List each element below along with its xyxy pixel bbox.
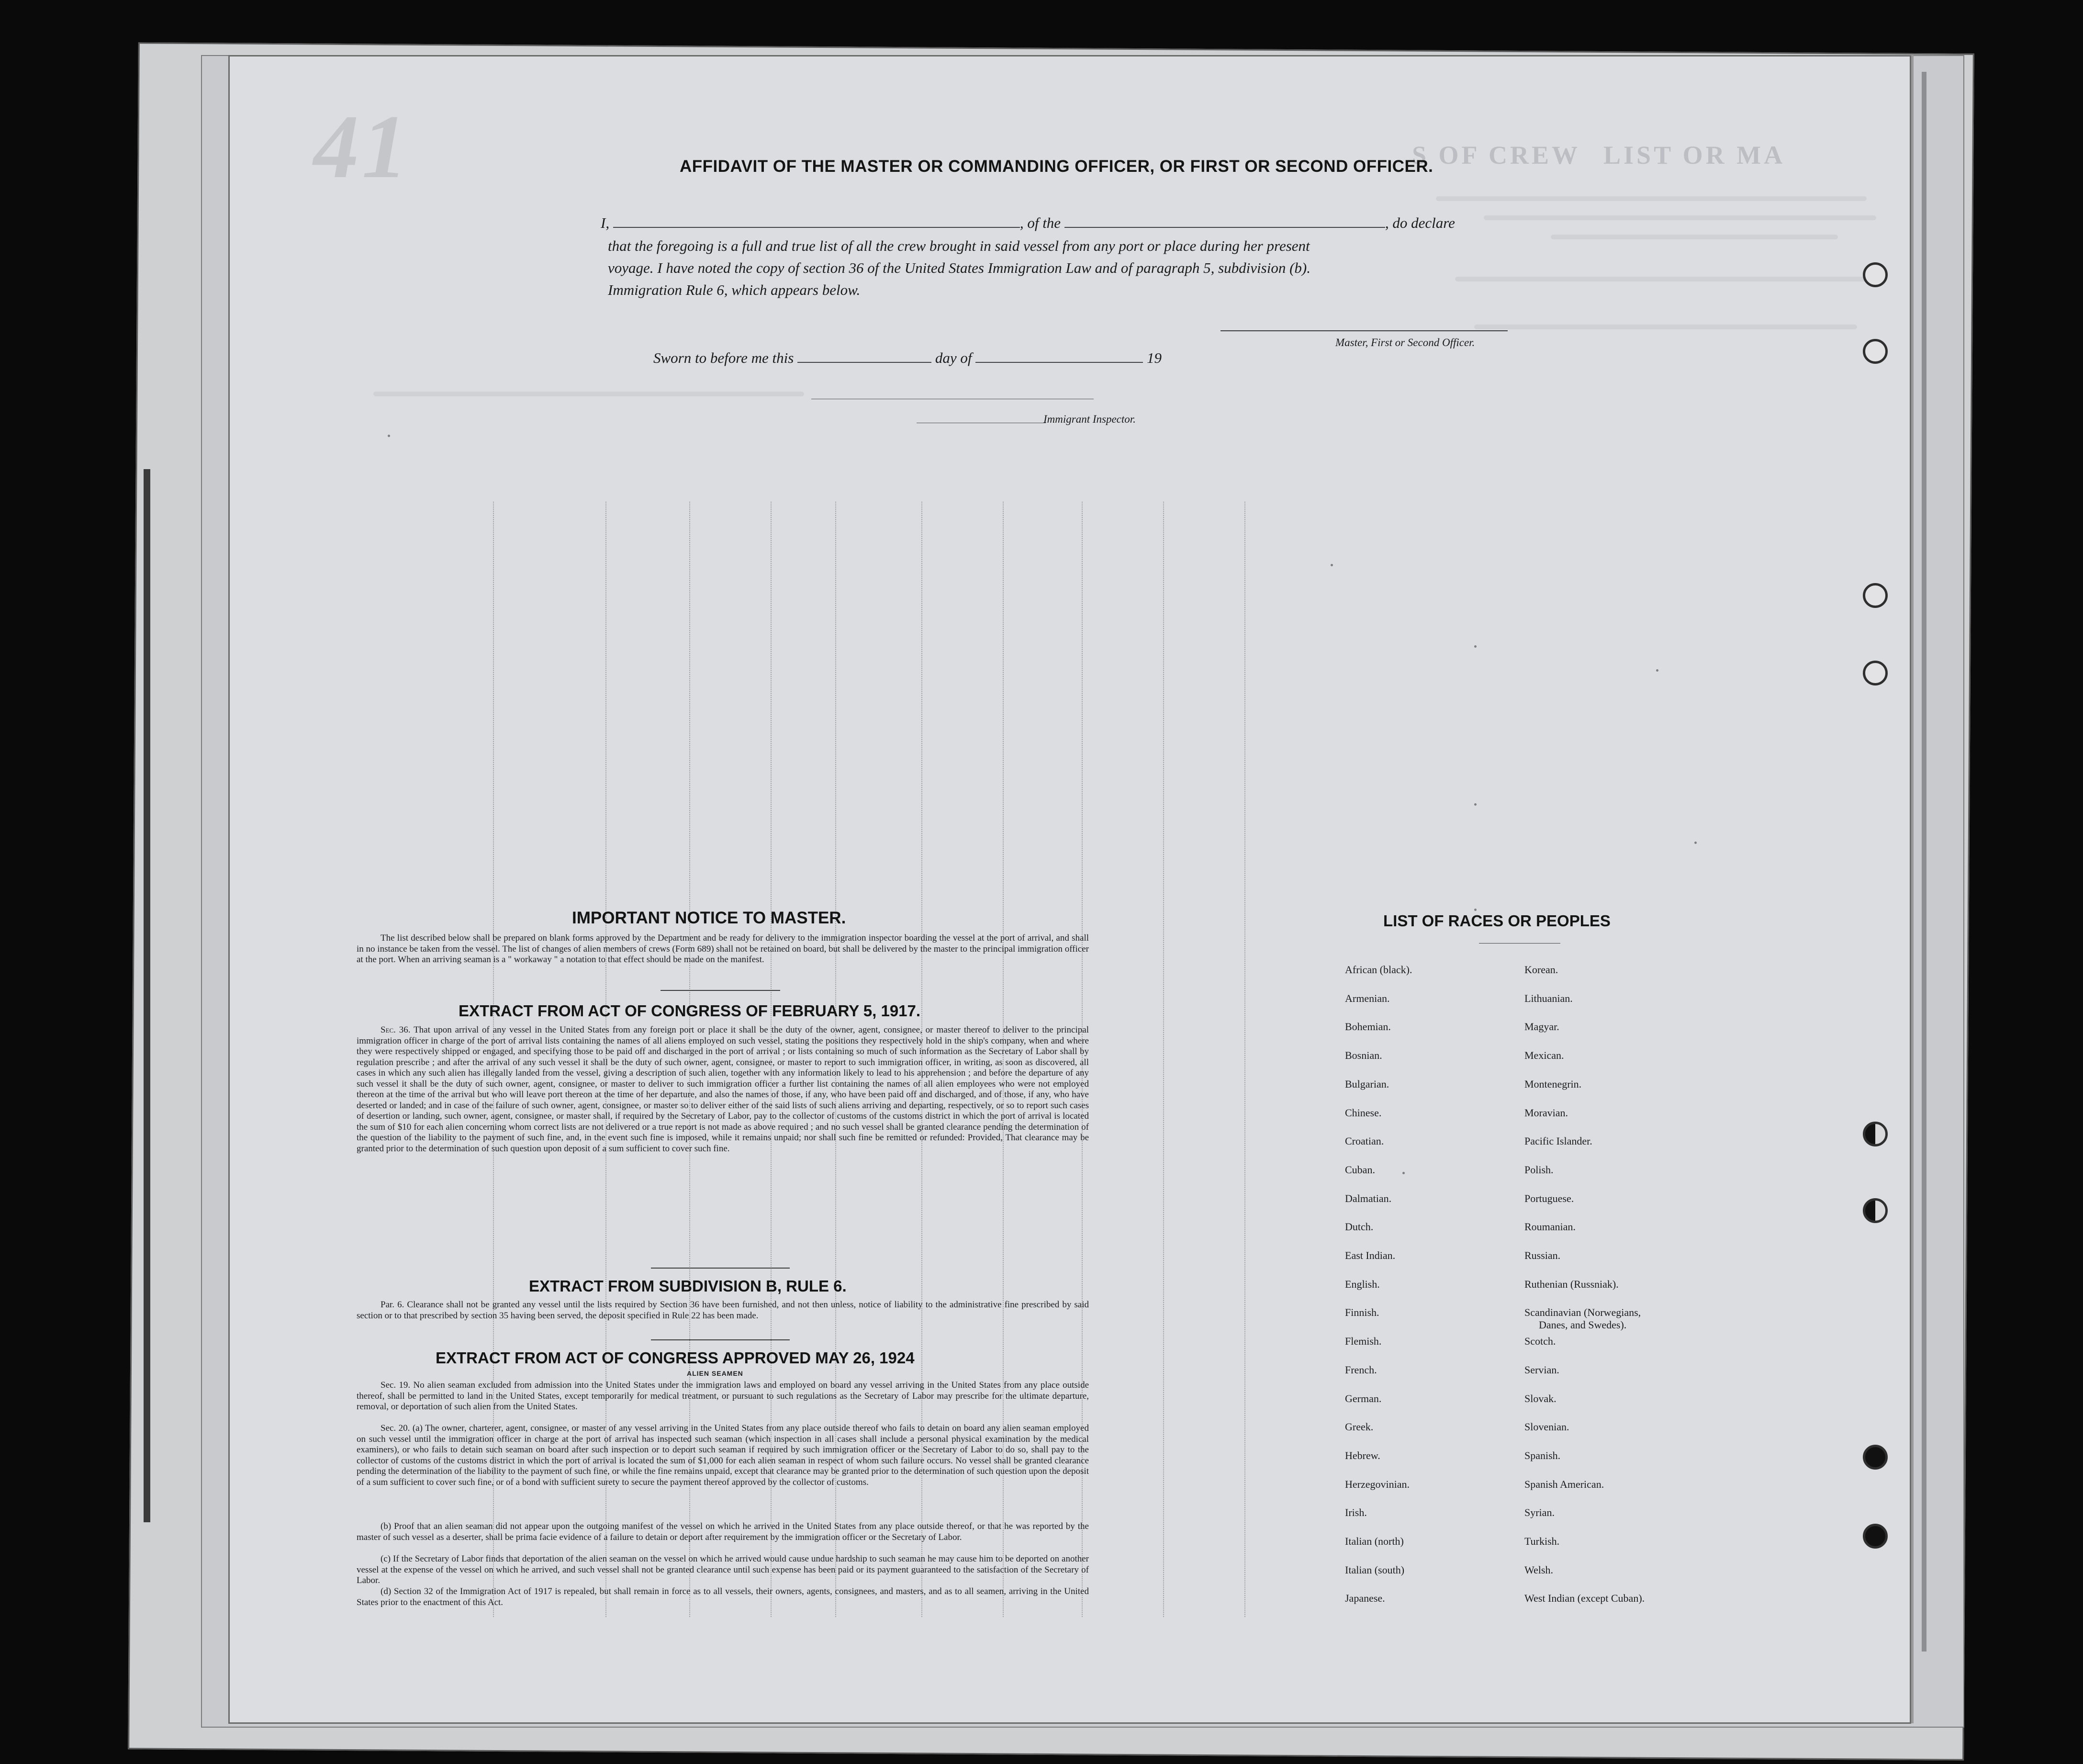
divider	[651, 1339, 790, 1340]
race-item: French.	[1345, 1363, 1377, 1376]
race-item: Finnish.	[1345, 1306, 1379, 1319]
extract-1917-body	[357, 1025, 1089, 1154]
bleed-line	[1484, 215, 1876, 220]
race-item: Italian (north)	[1345, 1535, 1404, 1547]
officer-name-blank[interactable]	[613, 215, 1020, 228]
sec-20-b: (b) Proof that an alien seaman did not appear upon the outgoing manifest of the vessel on which he arrived in the United States from any place outside thereof, or that he was reported by the master of such vessel as a deserter, shall be prima facie evidence of a failure to detain or deport after requirement by the immigration officer or the Secretary of Labor.	[357, 1521, 1089, 1542]
binder-hole	[1863, 661, 1888, 685]
race-item: Scotch.	[1524, 1335, 1556, 1348]
race-item: German.	[1345, 1392, 1382, 1404]
race-item: Mexican.	[1524, 1049, 1564, 1062]
bleed-line	[1436, 196, 1867, 201]
stray-mark	[388, 435, 390, 437]
master-signature-line[interactable]	[1221, 330, 1508, 331]
race-item: Korean.	[1524, 964, 1558, 976]
binder-rail-right	[1922, 72, 1926, 1652]
race-item: Roumanian.	[1524, 1221, 1576, 1233]
race-item: Turkish.	[1524, 1535, 1560, 1547]
stray-mark	[1694, 842, 1697, 844]
inspector-label: Immigrant Inspector.	[1043, 413, 1136, 425]
affidavit-title: AFFIDAVIT OF THE MASTER OR COMMANDING OFFICER, OR FIRST OR SECOND OFFICER.	[680, 157, 1433, 176]
race-item: East Indian.	[1345, 1249, 1396, 1261]
race-item: Croatian.	[1345, 1135, 1384, 1147]
race-item: Hebrew.	[1345, 1449, 1380, 1461]
race-item: Irish.	[1345, 1506, 1367, 1519]
divider	[661, 990, 780, 991]
binder-hole	[1863, 262, 1888, 287]
binder-hole	[1863, 1122, 1888, 1146]
stray-mark	[1402, 1172, 1405, 1174]
race-item: Spanish American.	[1524, 1478, 1604, 1490]
race-item: English.	[1345, 1278, 1380, 1290]
race-item: Welsh.	[1524, 1563, 1553, 1576]
race-item: Danes, and Swedes).	[1539, 1319, 1627, 1331]
extract-1924-title: EXTRACT FROM ACT OF CONGRESS APPROVED MAY 26, 1924	[436, 1349, 915, 1367]
subdivision-b-body: Par. 6. Clearance shall not be granted any vessel until the lists required by Section 36 have been furnished, and not then unless, notice of liability to the administrative fine prescribed by said section or to that prescribed by section 35 having been served, the deposit specified in Rule 22 has been made.	[357, 1300, 1089, 1321]
sec-36-text: That upon arrival of any vessel in the United States from any foreign port or place it shall be the duty of the owner, agent, consignee, or master thereof to deliver to the principal immigration officer in charge of the port of arrival lists containing the names of all aliens employed on such vessel, stating the positions they respectively hold in the ship's company, when and where they were respectively shipped or engaged, and specifying those to be paid off and discharged in the port of arrival ; or lists containing so much of such information as the Secretary of Labor shall by regulation prescribe ; and after the arrival of any such vessel it shall be the duty of such owner, agent, consignee, or master to report to such immigration officer, in writing, as soon as discovered, all cases in which any such alien has illegally landed from the vessel, giving a description of such alien, together with any information likely to lead to his apprehension ; and before the departure of any such vessel it shall be the duty of such owner, agent, consignee, or master to deliver to such immigration officer a further list containing the names of all alien employees who were not employed thereon at the time of the arrival but who will leave port thereon at the time of her departure, and also the names of those, if any, who have been paid off and discharged, and of those, if any, who have deserted or landed; and in case of the failure of such owner, agent, consignee, or master so to deliver either of the said lists of such aliens arriving and departing, respectively, or so to report such cases of desertion or landing, such owner, agent, consignee, or master shall, if required by the Secretary of Labor, pay to the collector of customs of the customs district in which the port of arrival is located the sum of $10 for each alien concerning whom correct lists are not delivered or a true report is not made as above required ; and no such vessel shall be granted clearance pending the determination of the question of the liability to the payment of such fine, and, in the event such fine is imposed, while it remains unpaid; nor shall such fine be remitted or refunded: Provided, That clearance may be granted prior to the determination of such question upon deposit of a sum sufficient to cover such fine.	[357, 1025, 1089, 1154]
column-rule	[1163, 502, 1164, 1617]
notice-body: The list described below shall be prepared on blank forms approved by the Department and be ready for delivery to the immigration inspector boarding the vessel at the port of arrival, and shall in no instance be taken from the vessel. The list of changes of alien members of crews (Form 689) shall not be retained on board, but shall be delivered by the master to the principal immigration officer at the port. When an arriving seaman is a " workaway " a notation to that effect should be made on the manifest.	[357, 933, 1089, 965]
race-item: Bohemian.	[1345, 1021, 1391, 1033]
race-item: Bulgarian.	[1345, 1078, 1389, 1090]
bleed-through-header: LIST OR MA	[1603, 141, 1786, 169]
race-item: Japanese.	[1345, 1592, 1385, 1605]
affidavit-do-declare: , do declare	[1385, 214, 1455, 231]
sworn-day-blank[interactable]	[797, 350, 931, 363]
race-item: Herzegovinian.	[1345, 1478, 1410, 1490]
race-item: Scandinavian (Norwegians,	[1524, 1306, 1641, 1319]
sworn-day-of: day of	[935, 349, 972, 366]
alien-seamen-subtitle: ALIEN SEAMEN	[687, 1370, 743, 1377]
race-item: Dutch.	[1345, 1221, 1374, 1233]
race-item: Spanish.	[1524, 1449, 1561, 1461]
race-item: West Indian (except Cuban).	[1524, 1592, 1645, 1605]
race-item: Chinese.	[1345, 1106, 1382, 1119]
binder-hole	[1863, 339, 1888, 364]
binder-hole	[1863, 583, 1888, 608]
race-item: Lithuanian.	[1524, 992, 1573, 1004]
race-item: Portuguese.	[1524, 1192, 1574, 1204]
binder-hole	[1863, 1524, 1888, 1549]
affidavit-line-3: voyage. I have noted the copy of section 36 of the United States Immigration Law and of paragraph 5, subdivision (b).	[608, 259, 1310, 276]
race-item: Polish.	[1524, 1163, 1554, 1176]
races-title: LIST OF RACES OR PEOPLES	[1383, 912, 1611, 930]
sec-20-a: Sec. 20. (a) The owner, charterer, agent, consignee, or master of any vessel arriving in the United States from any place outside thereof who fails to detain on board any alien seaman employed on such vessel until the immigration officer in charge at the port of arrival has inspected such seaman (which inspection in all cases shall include a personal physical examination by the medical examiners), or who fails to detain such seaman on board after such inspection or to deport such seaman if required by such immigration officer or the Secretary of Labor to do so, shall pay to the collector of customs of the customs district in which the port of arrival is located the sum of $1,000 for each alien seaman in respect of whom such failure occurs. No vessel shall be granted clearance pending the determination of the liability to the payment of such fine, or while the fine remains unpaid, except that clearance may be granted prior to the determination of such question upon the deposit of a sum sufficient to cover such fine, or of a bond with sufficient surety to secure the payment thereof approved by the collector of customs.	[357, 1423, 1089, 1487]
race-item: Servian.	[1524, 1363, 1559, 1376]
stray-mark	[1331, 564, 1333, 566]
sec-36-label: Sec. 36.	[381, 1025, 411, 1035]
race-item: Syrian.	[1524, 1506, 1555, 1519]
race-item: Armenian.	[1345, 992, 1390, 1004]
stray-mark	[1474, 909, 1477, 911]
divider	[651, 1268, 790, 1269]
stray-mark	[1474, 645, 1477, 648]
race-item: Italian (south)	[1345, 1563, 1405, 1576]
sec-19: Sec. 19. No alien seaman excluded from admission into the United States under the immigration laws and employed on board any vessel arriving in the United States from any place outside thereof, shall be permitted to land in the United States, except temporarily for medical treatment, or pursuant to such regulations as the Secretary of Labor may prescribe for the ultimate departure, removal, or deportation of such alien from the United States.	[357, 1380, 1089, 1412]
bleed-line	[1551, 235, 1838, 239]
affidavit-line-1	[601, 214, 1455, 232]
binder-hole	[1863, 1445, 1888, 1470]
race-item: Dalmatian.	[1345, 1192, 1392, 1204]
race-item: Slovak.	[1524, 1392, 1557, 1404]
master-signature-label: Master, First or Second Officer.	[1335, 337, 1475, 348]
bleed-line	[1455, 277, 1867, 281]
affidavit-line-2: that the foregoing is a full and true list of all the crew brought in said vessel from any port or place during her present	[608, 237, 1310, 254]
stray-mark	[1656, 669, 1658, 672]
race-item: Russian.	[1524, 1249, 1561, 1261]
affidavit-i: I,	[601, 214, 610, 231]
column-rule	[1244, 502, 1245, 1617]
race-item: Ruthenian (Russniak).	[1524, 1278, 1619, 1290]
race-item: Pacific Islander.	[1524, 1135, 1592, 1147]
binder-rail	[144, 469, 150, 1522]
bleed-line	[1474, 325, 1857, 329]
sworn-month-blank[interactable]	[975, 350, 1143, 363]
race-item: Magyar.	[1524, 1021, 1559, 1033]
race-item: Montenegrin.	[1524, 1078, 1582, 1090]
race-item: Cuban.	[1345, 1163, 1375, 1176]
divider	[1479, 943, 1560, 944]
bleed-through-header-2: S OF CREW	[1412, 141, 1581, 169]
race-item: Slovenian.	[1524, 1421, 1569, 1433]
sworn-year: 19	[1146, 349, 1162, 366]
bleed-through-number: 41	[314, 97, 410, 197]
affidavit-line-4: Immigration Rule 6, which appears below.	[608, 281, 861, 298]
manifest-page	[230, 56, 1910, 1722]
race-item: Moravian.	[1524, 1106, 1568, 1119]
race-item: Greek.	[1345, 1421, 1374, 1433]
sworn-line	[653, 349, 1162, 367]
stray-mark	[1474, 803, 1477, 806]
extract-1917-title: EXTRACT FROM ACT OF CONGRESS OF FEBRUARY 5, 1917.	[459, 1002, 921, 1020]
sworn-prefix: Sworn to before me this	[653, 349, 794, 366]
race-item: Bosnian.	[1345, 1049, 1382, 1062]
vessel-name-blank[interactable]	[1064, 215, 1385, 228]
binder-hole	[1863, 1198, 1888, 1223]
sec-20-c: (c) If the Secretary of Labor finds that deportation of the alien seaman on the vessel on which he arrived would cause undue hardship to such seaman he may cause him to be deported on another vessel at the expense of the vessel on which he arrived, and such vessel shall not be granted clearance until such expense has been paid or its payment guaranteed to the satisfaction of the Secretary of Labor.	[357, 1554, 1089, 1585]
notice-title: IMPORTANT NOTICE TO MASTER.	[572, 909, 846, 927]
sec-20-d: (d) Section 32 of the Immigration Act of 1917 is repealed, but shall remain in force as to all vessels, their owners, agents, consignees, and masters, and as to all seamen, arriving in the United States prior to the enactment of this Act.	[357, 1586, 1089, 1607]
race-item: Flemish.	[1345, 1335, 1382, 1348]
bleed-line	[373, 392, 804, 396]
affidavit-of-the: , of the	[1019, 214, 1061, 231]
subdivision-b-title: EXTRACT FROM SUBDIVISION B, RULE 6.	[529, 1277, 847, 1295]
race-item: African (black).	[1345, 964, 1412, 976]
